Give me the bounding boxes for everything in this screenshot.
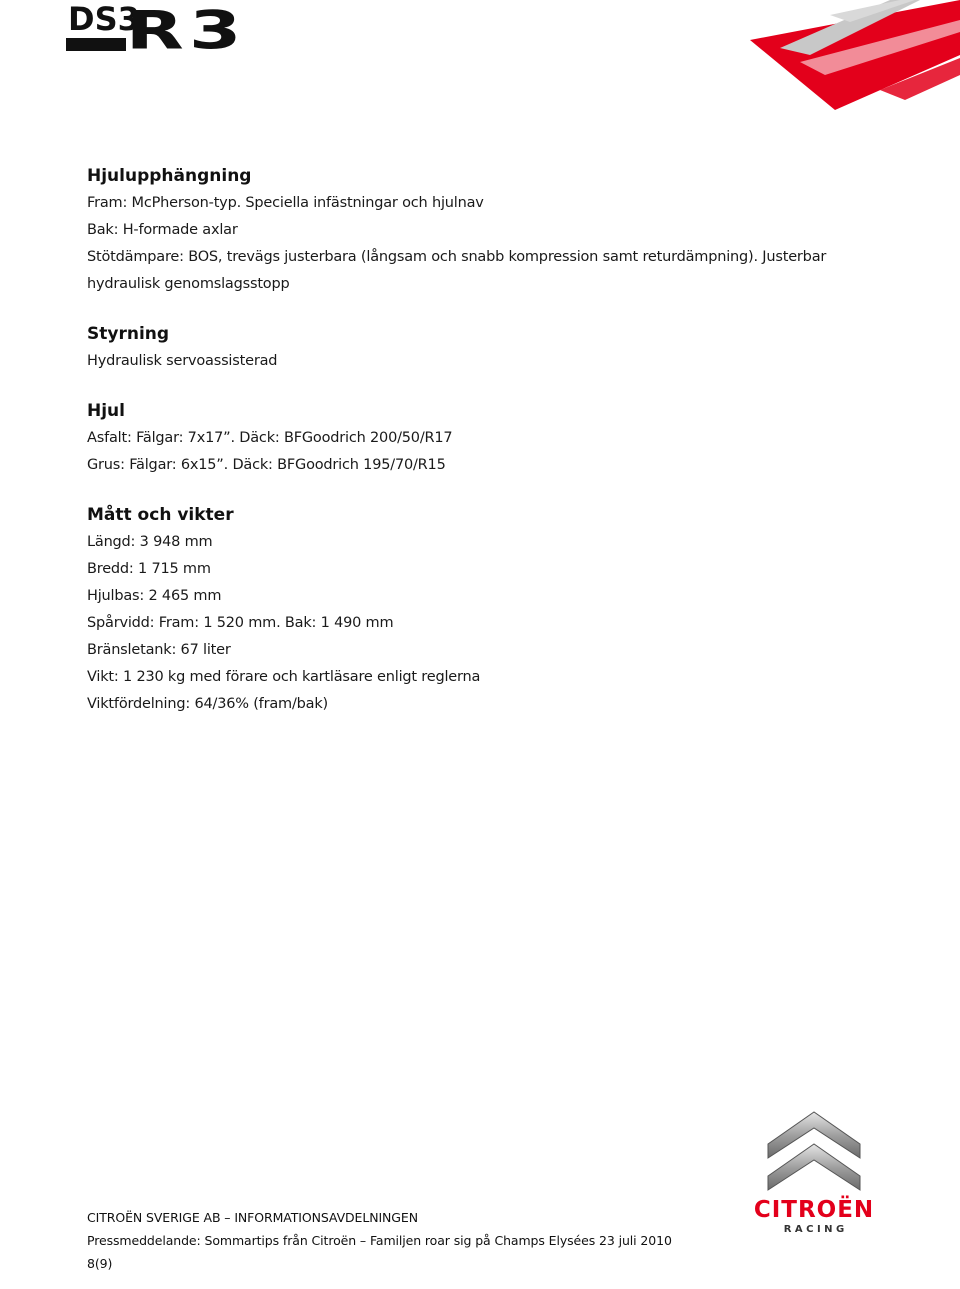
spec-line: Bränsletank: 67 liter xyxy=(87,642,231,658)
spec-line: Grus: Fälgar: 6x15”. Däck: BFGoodrich 195/70/R15 xyxy=(87,457,446,473)
footer xyxy=(87,1206,707,1275)
section-heading: Hjul xyxy=(87,401,125,421)
spec-line: Stötdämpare: BOS, trevägs justerbara (långsam och snabb kompression samt returdämpning). Justerbar xyxy=(87,249,827,265)
double-chevron-icon xyxy=(768,1112,860,1190)
spec-line: Asfalt: Fälgar: 7x17”. Däck: BFGoodrich 200/50/R17 xyxy=(87,430,453,446)
section-hjul xyxy=(87,397,907,479)
spec-line: Viktfördelning: 64/36% (fram/bak) xyxy=(87,696,328,712)
spec-line: Hydraulisk servoassisterad xyxy=(87,353,278,369)
section-matt-och-vikter xyxy=(87,501,907,718)
spec-line: Bak: H-formade axlar xyxy=(87,222,238,238)
spec-line: Fram: McPherson-typ. Speciella infästningar och hjulnav xyxy=(87,195,484,211)
header-stripes-graphic xyxy=(660,0,960,110)
ds3-r3-logo xyxy=(66,0,311,60)
spec-line: hydraulisk genomslagsstopp xyxy=(87,276,290,292)
logo-ds3-text: DS3 xyxy=(68,0,140,38)
citroen-racing-logo xyxy=(734,1104,894,1234)
spec-content xyxy=(87,162,907,740)
spec-line: Spårvidd: Fram: 1 520 mm. Bak: 1 490 mm xyxy=(87,615,394,631)
footer-company: CITROËN SVERIGE AB – INFORMATIONSAVDELNINGEN xyxy=(87,1210,418,1225)
section-styrning xyxy=(87,320,907,375)
logo-r3-text: R3 xyxy=(125,1,247,60)
spec-line: Längd: 3 948 mm xyxy=(87,534,213,550)
section-hjulupphangning xyxy=(87,162,907,298)
brand-sub-text: R A C I N G xyxy=(783,1224,845,1234)
section-heading: Hjulupphängning xyxy=(87,166,252,186)
footer-press-release: Pressmeddelande: Sommartips från Citroën – Familjen roar sig på Champs Elysées 23 juli 2010 xyxy=(87,1233,672,1248)
spec-line: Hjulbas: 2 465 mm xyxy=(87,588,222,604)
spec-line: Vikt: 1 230 kg med förare och kartläsare enligt reglerna xyxy=(87,669,481,685)
footer-page-number: 8(9) xyxy=(87,1256,113,1271)
section-heading: Styrning xyxy=(87,324,170,344)
section-heading: Mått och vikter xyxy=(87,505,234,525)
brand-name-text: CITROËN xyxy=(753,1197,875,1223)
spec-line: Bredd: 1 715 mm xyxy=(87,561,211,577)
